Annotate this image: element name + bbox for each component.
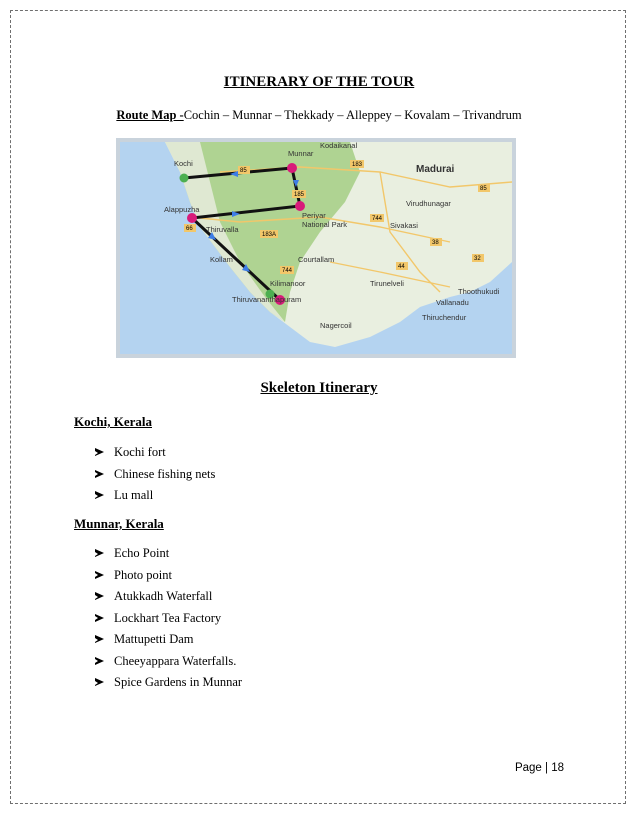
map-label-madurai: Madurai [416,164,455,175]
list-item: Lu mall [94,485,215,507]
map-label-kilimanoor: Kilimanoor [270,279,306,288]
svg-text:66: 66 [186,226,193,232]
list-item: Echo Point [94,543,242,565]
arrow-bullet-icon [94,613,105,624]
arrow-bullet-icon [94,548,105,559]
arrow-bullet-icon [94,490,105,501]
map-label-vallanadu: Vallanadu [436,298,469,307]
route-label: Route Map - [116,108,184,122]
arrow-bullet-icon [94,570,105,581]
arrow-bullet-icon [94,469,105,480]
list-item: Photo point [94,565,242,587]
list-item: Cheeyappara Waterfalls. [94,651,242,673]
map-label-kollam: Kollam [210,255,233,264]
svg-text:32: 32 [474,256,481,262]
skeleton-itinerary-title: Skeleton Itinerary [260,380,378,396]
list-item: Chinese fishing nets [94,464,215,486]
arrow-bullet-icon [94,447,105,458]
svg-text:185: 185 [294,192,305,198]
list-item: Spice Gardens in Munnar [94,672,242,694]
list-item: Kochi fort [94,442,215,464]
list-item: Mattupetti Dam [94,629,242,651]
map-label-thoothukudi: Thoothukudi [458,287,500,296]
map-label-sivakasi: Sivakasi [390,221,418,230]
munnar-attractions-list [94,543,242,694]
section-heading-munnar: Munnar, Kerala [74,516,164,531]
map-label-thiruchendur: Thiruchendur [422,313,467,322]
section-heading-kochi: Kochi, Kerala [74,414,152,429]
list-item: Lockhart Tea Factory [94,608,242,630]
arrow-bullet-icon [94,677,105,688]
svg-text:744: 744 [282,268,293,274]
map-label-thiruvalla: Thiruvalla [206,225,239,234]
map-label-tirunelveli: Tirunelveli [370,279,404,288]
route-text: Cochin – Munnar – Thekkady – Alleppey – Kovalam – Trivandrum [183,108,522,122]
svg-text:183: 183 [352,162,363,168]
map-label-periyar: Periyar [302,211,326,220]
map-label-national-park: National Park [302,220,348,229]
map-label-nagercoil: Nagercoil [320,321,352,330]
arrow-bullet-icon [94,634,105,645]
arrow-bullet-icon [94,591,105,602]
map-label-courtallam: Courtallam [298,255,335,264]
map-label-alappuzha: Alappuzha [164,205,200,214]
map-label-thiruvananthapuram: Thiruvananthapuram [232,295,302,304]
map-label-kodaikanal: Kodaikanal [320,142,358,150]
svg-text:85: 85 [240,168,247,174]
kochi-attractions-list [94,442,215,507]
page-number: Page | 18 [514,762,564,774]
page-title: ITINERARY OF THE TOUR [223,74,415,90]
svg-text:38: 38 [432,240,439,246]
map-label-kochi: Kochi [174,159,193,168]
svg-text:744: 744 [372,216,383,222]
svg-text:44: 44 [398,264,405,270]
map-label-munnar: Munnar [288,149,314,158]
list-item: Atukkadh Waterfall [94,586,242,608]
svg-text:85: 85 [480,186,487,192]
svg-text:183A: 183A [262,232,277,238]
map-label-virudhunagar: Virudhunagar [406,199,451,208]
route-map [116,138,516,358]
route-description [0,108,638,123]
arrow-bullet-icon [94,656,105,667]
